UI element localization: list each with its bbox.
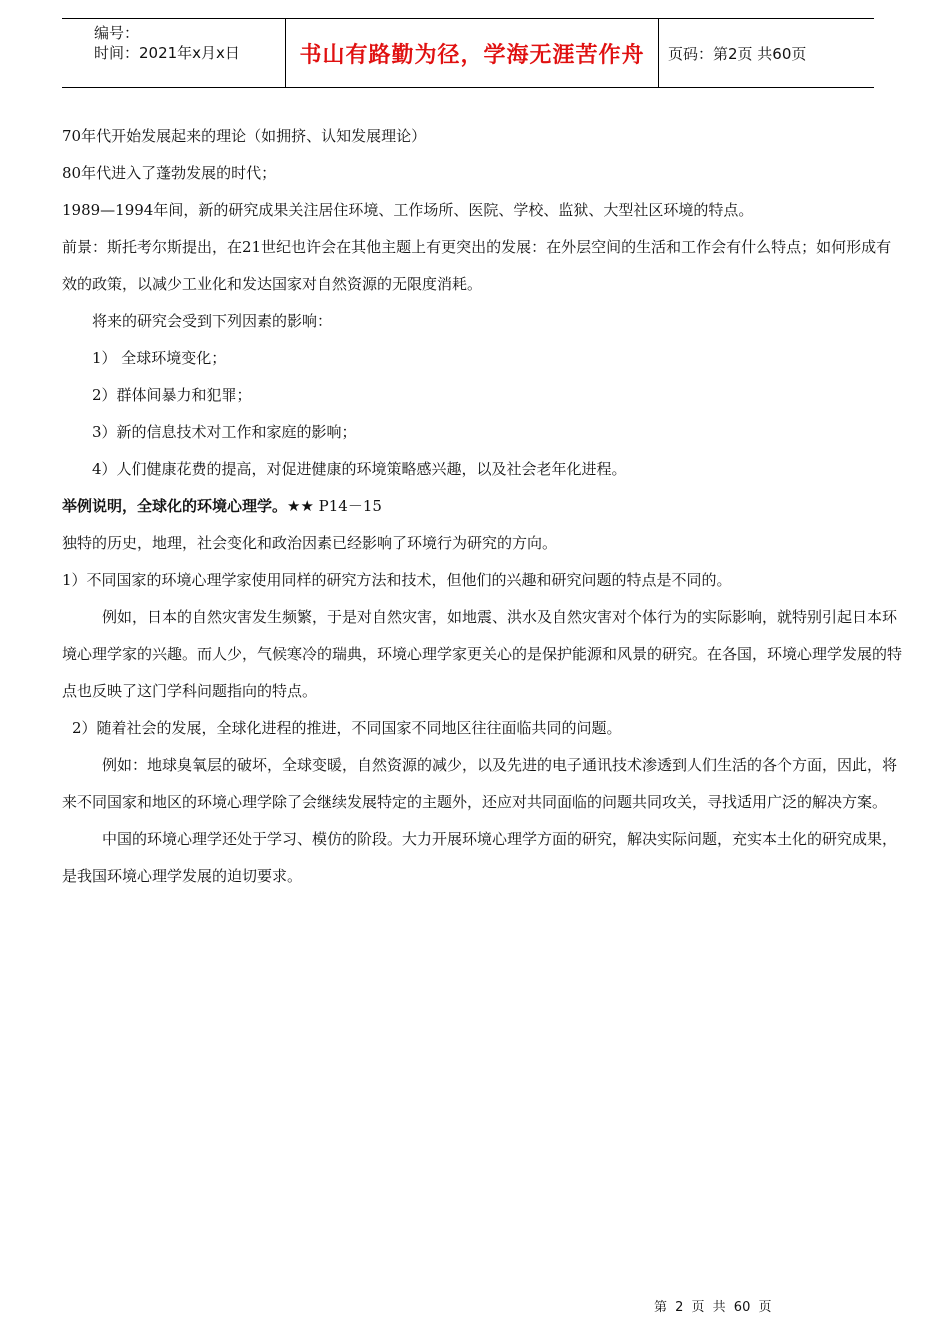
paragraph: 独特的历史，地理，社会变化和政治因素已经影响了环境行为研究的方向。 <box>62 534 558 552</box>
list-item: 2）群体间暴力和犯罪； <box>92 386 252 404</box>
paragraph: 例如，日本的自然灾害发生频繁，于是对自然灾害，如地震、洪水及自然灾害对个体行为的实际影响，就特别引起日本环境心理学家的兴趣。而人少，气候寒冷的瑞典，环境心理学家更关心的是保护能源和风景的研究。在各国，环境心理学发展的特点也反映了这门学科问题指向的特点。 <box>62 608 903 700</box>
paragraph: 中国的环境心理学还处于学习、模仿的阶段。大力开展环境心理学方面的研究，解决实际问题，充实本土化的研究成果，是我国环境心理学发展的迫切要求。 <box>62 830 898 885</box>
section-heading <box>62 488 902 525</box>
document-time-label: 时间：2021年x月x日 <box>94 44 240 62</box>
heading-page-ref: P14－15 <box>313 497 382 515</box>
page-footer: 第 2 页 共 60 页 <box>654 1300 772 1315</box>
document-number-label: 编号： <box>94 24 140 42</box>
list-item: 1） 全球环境变化； <box>92 349 227 367</box>
paragraph: 80年代进入了蓬勃发展的时代； <box>62 164 277 182</box>
paragraph: 前景：斯托考尔斯提出，在21世纪也许会在其他主题上有更突出的发展：在外层空间的生活和工作会有什么特点；如何形成有效的政策，以减少工业化和发达国家对自然资源的无限度消耗。 <box>62 238 892 293</box>
paragraph: 2）随着社会的发展，全球化进程的推进，不同国家不同地区往往面临共同的问题。 <box>72 719 622 737</box>
paragraph: 将来的研究会受到下列因素的影响： <box>92 312 333 330</box>
list-item: 4）人们健康花费的提高，对促进健康的环境策略感兴趣，以及社会老年化进程。 <box>92 460 627 478</box>
header-meta <box>94 19 284 91</box>
list-item: 3）新的信息技术对工作和家庭的影响； <box>92 423 357 441</box>
paragraph: 例如：地球臭氧层的破坏，全球变暖，自然资源的减少，以及先进的电子通讯技术渗透到人们生活的各个方面，因此，将来不同国家和地区的环境心理学除了会继续发展特定的主题外，还应对共同面临的问题共同攻关，寻找适用广泛的解决方案。 <box>62 756 898 811</box>
paragraph: 1989—1994年间，新的研究成果关注居住环境、工作场所、医院、学校、监狱、大型社区环境的特点。 <box>62 201 754 219</box>
paragraph: 1）不同国家的环境心理学家使用同样的研究方法和技术，但他们的兴趣和研究问题的特点是不同的。 <box>62 571 732 589</box>
document-body <box>62 118 902 895</box>
header-page-label: 页码：第2页 共60页 <box>668 44 807 63</box>
document-header <box>62 18 874 88</box>
heading-text: 举例说明，全球化的环境心理学。★★ <box>62 497 314 515</box>
paragraph: 70年代开始发展起来的理论（如拥挤、认知发展理论） <box>62 127 427 145</box>
header-motto: 书山有路勤为径，学海无涯苦作舟 <box>299 42 645 68</box>
header-divider <box>658 19 659 87</box>
